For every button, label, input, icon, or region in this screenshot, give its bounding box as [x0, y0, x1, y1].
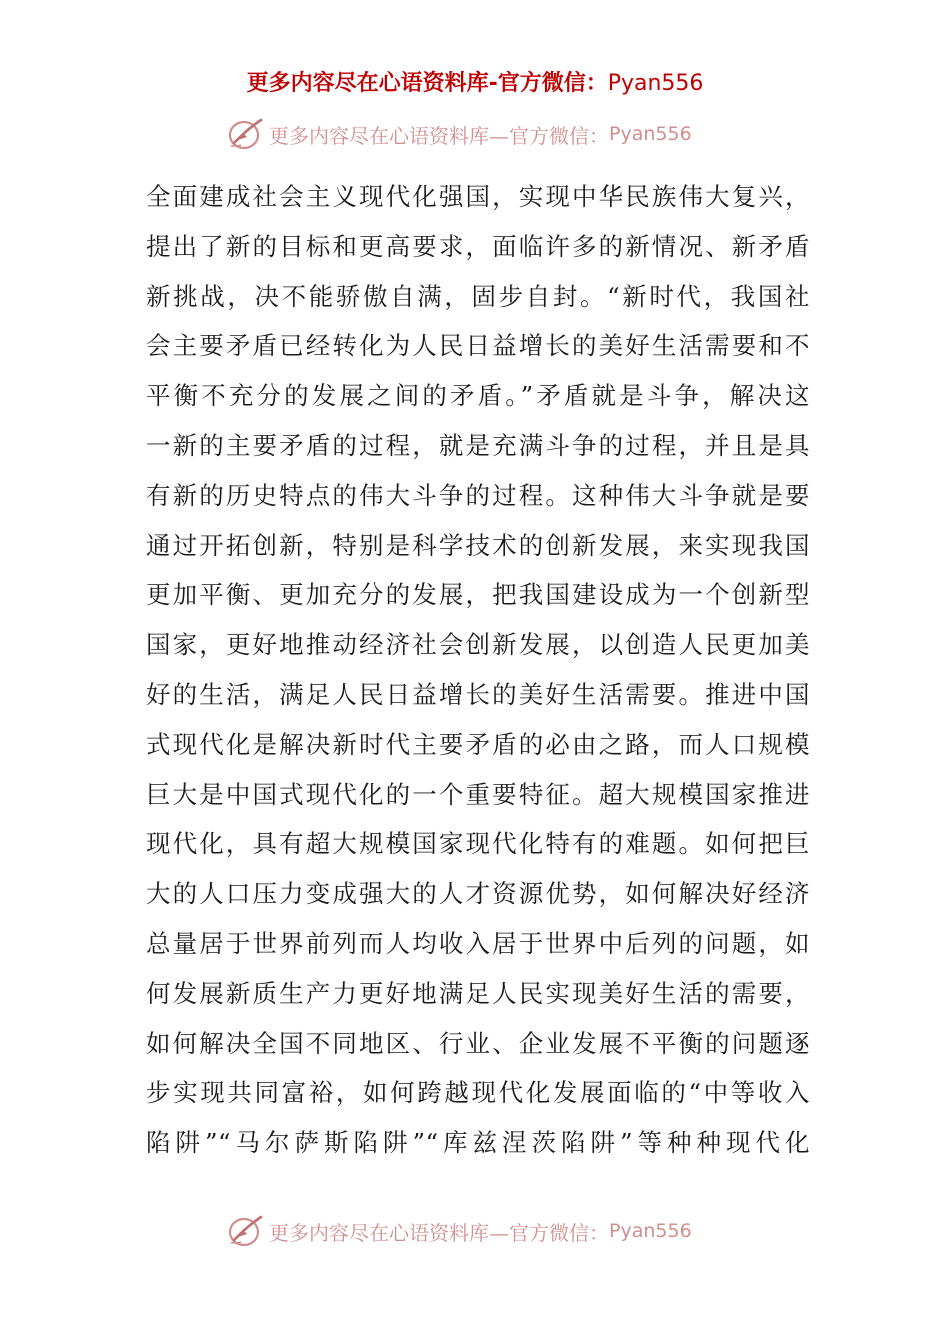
body-line: 现代化，具有超大规模国家现代化特有的难题。如何把巨 [146, 829, 810, 859]
body-line: 新挑战，决不能骄傲自满，固步自封。“新时代，我国社 [146, 281, 810, 311]
header-watermark-text: 更多内容尽在心语资料库—官方微信： [269, 123, 609, 148]
body-line: 通过开拓创新，特别是科学技术的创新发展，来实现我国 [146, 530, 810, 560]
body-line: 更加平衡、更加充分的发展，把我国建设成为一个创新型 [146, 580, 810, 610]
body-line: 提出了新的目标和更高要求，面临许多的新情况、新矛盾 [146, 231, 810, 261]
body-line: 好的生活，满足人民日益增长的美好生活需要。推进中国 [146, 679, 810, 709]
body-line: 总量居于世界前列而人均收入居于世界中后列的问题，如 [146, 928, 810, 958]
header-watermark [227, 114, 727, 154]
footer-watermark-text: 更多内容尽在心语资料库—官方微信： [269, 1220, 609, 1245]
footer-watermark-account-id: Pyan556 [609, 1220, 692, 1242]
body-line: 有新的历史特点的伟大斗争的过程。这种伟大斗争就是要 [146, 480, 810, 510]
body-line: 巨大是中国式现代化的一个重要特征。超大规模国家推进 [146, 779, 810, 809]
body-line: 大的人口压力变成强大的人才资源优势，如何解决好经济 [146, 879, 810, 909]
top-banner-account-id: Pyan556 [607, 71, 704, 96]
body-line: 步实现共同富裕，如何跨越现代化发展面临的“中等收入 [146, 1078, 810, 1108]
body-line: 如何解决全国不同地区、行业、企业发展不平衡的问题逐 [146, 1028, 810, 1058]
pen-logo-icon [227, 116, 265, 152]
body-line: 何发展新质生产力更好地满足人民实现美好生活的需要， [146, 978, 810, 1008]
body-line: 陷阱”“马尔萨斯陷阱”“库兹涅茨陷阱”等种种现代化 [146, 1128, 810, 1158]
body-text [146, 172, 810, 1168]
pen-logo-icon [227, 1213, 265, 1249]
header-watermark-account-id: Pyan556 [609, 123, 692, 145]
body-line: 全面建成社会主义现代化强国，实现中华民族伟大复兴， [146, 182, 810, 211]
body-line: 一新的主要矛盾的过程，就是充满斗争的过程，并且是具 [146, 430, 810, 460]
body-line: 平衡不充分的发展之间的矛盾。”矛盾就是斗争，解决这 [146, 381, 810, 411]
body-line: 会主要矛盾已经转化为人民日益增长的美好生活需要和不 [146, 331, 810, 361]
top-banner-title: 更多内容尽在心语资料库-官方微信： [246, 71, 608, 96]
footer-watermark [227, 1211, 727, 1251]
top-banner [0, 66, 950, 97]
body-line: 式现代化是解决新时代主要矛盾的必由之路，而人口规模 [146, 729, 810, 759]
body-line: 国家，更好地推动经济社会创新发展，以创造人民更加美 [146, 630, 810, 660]
